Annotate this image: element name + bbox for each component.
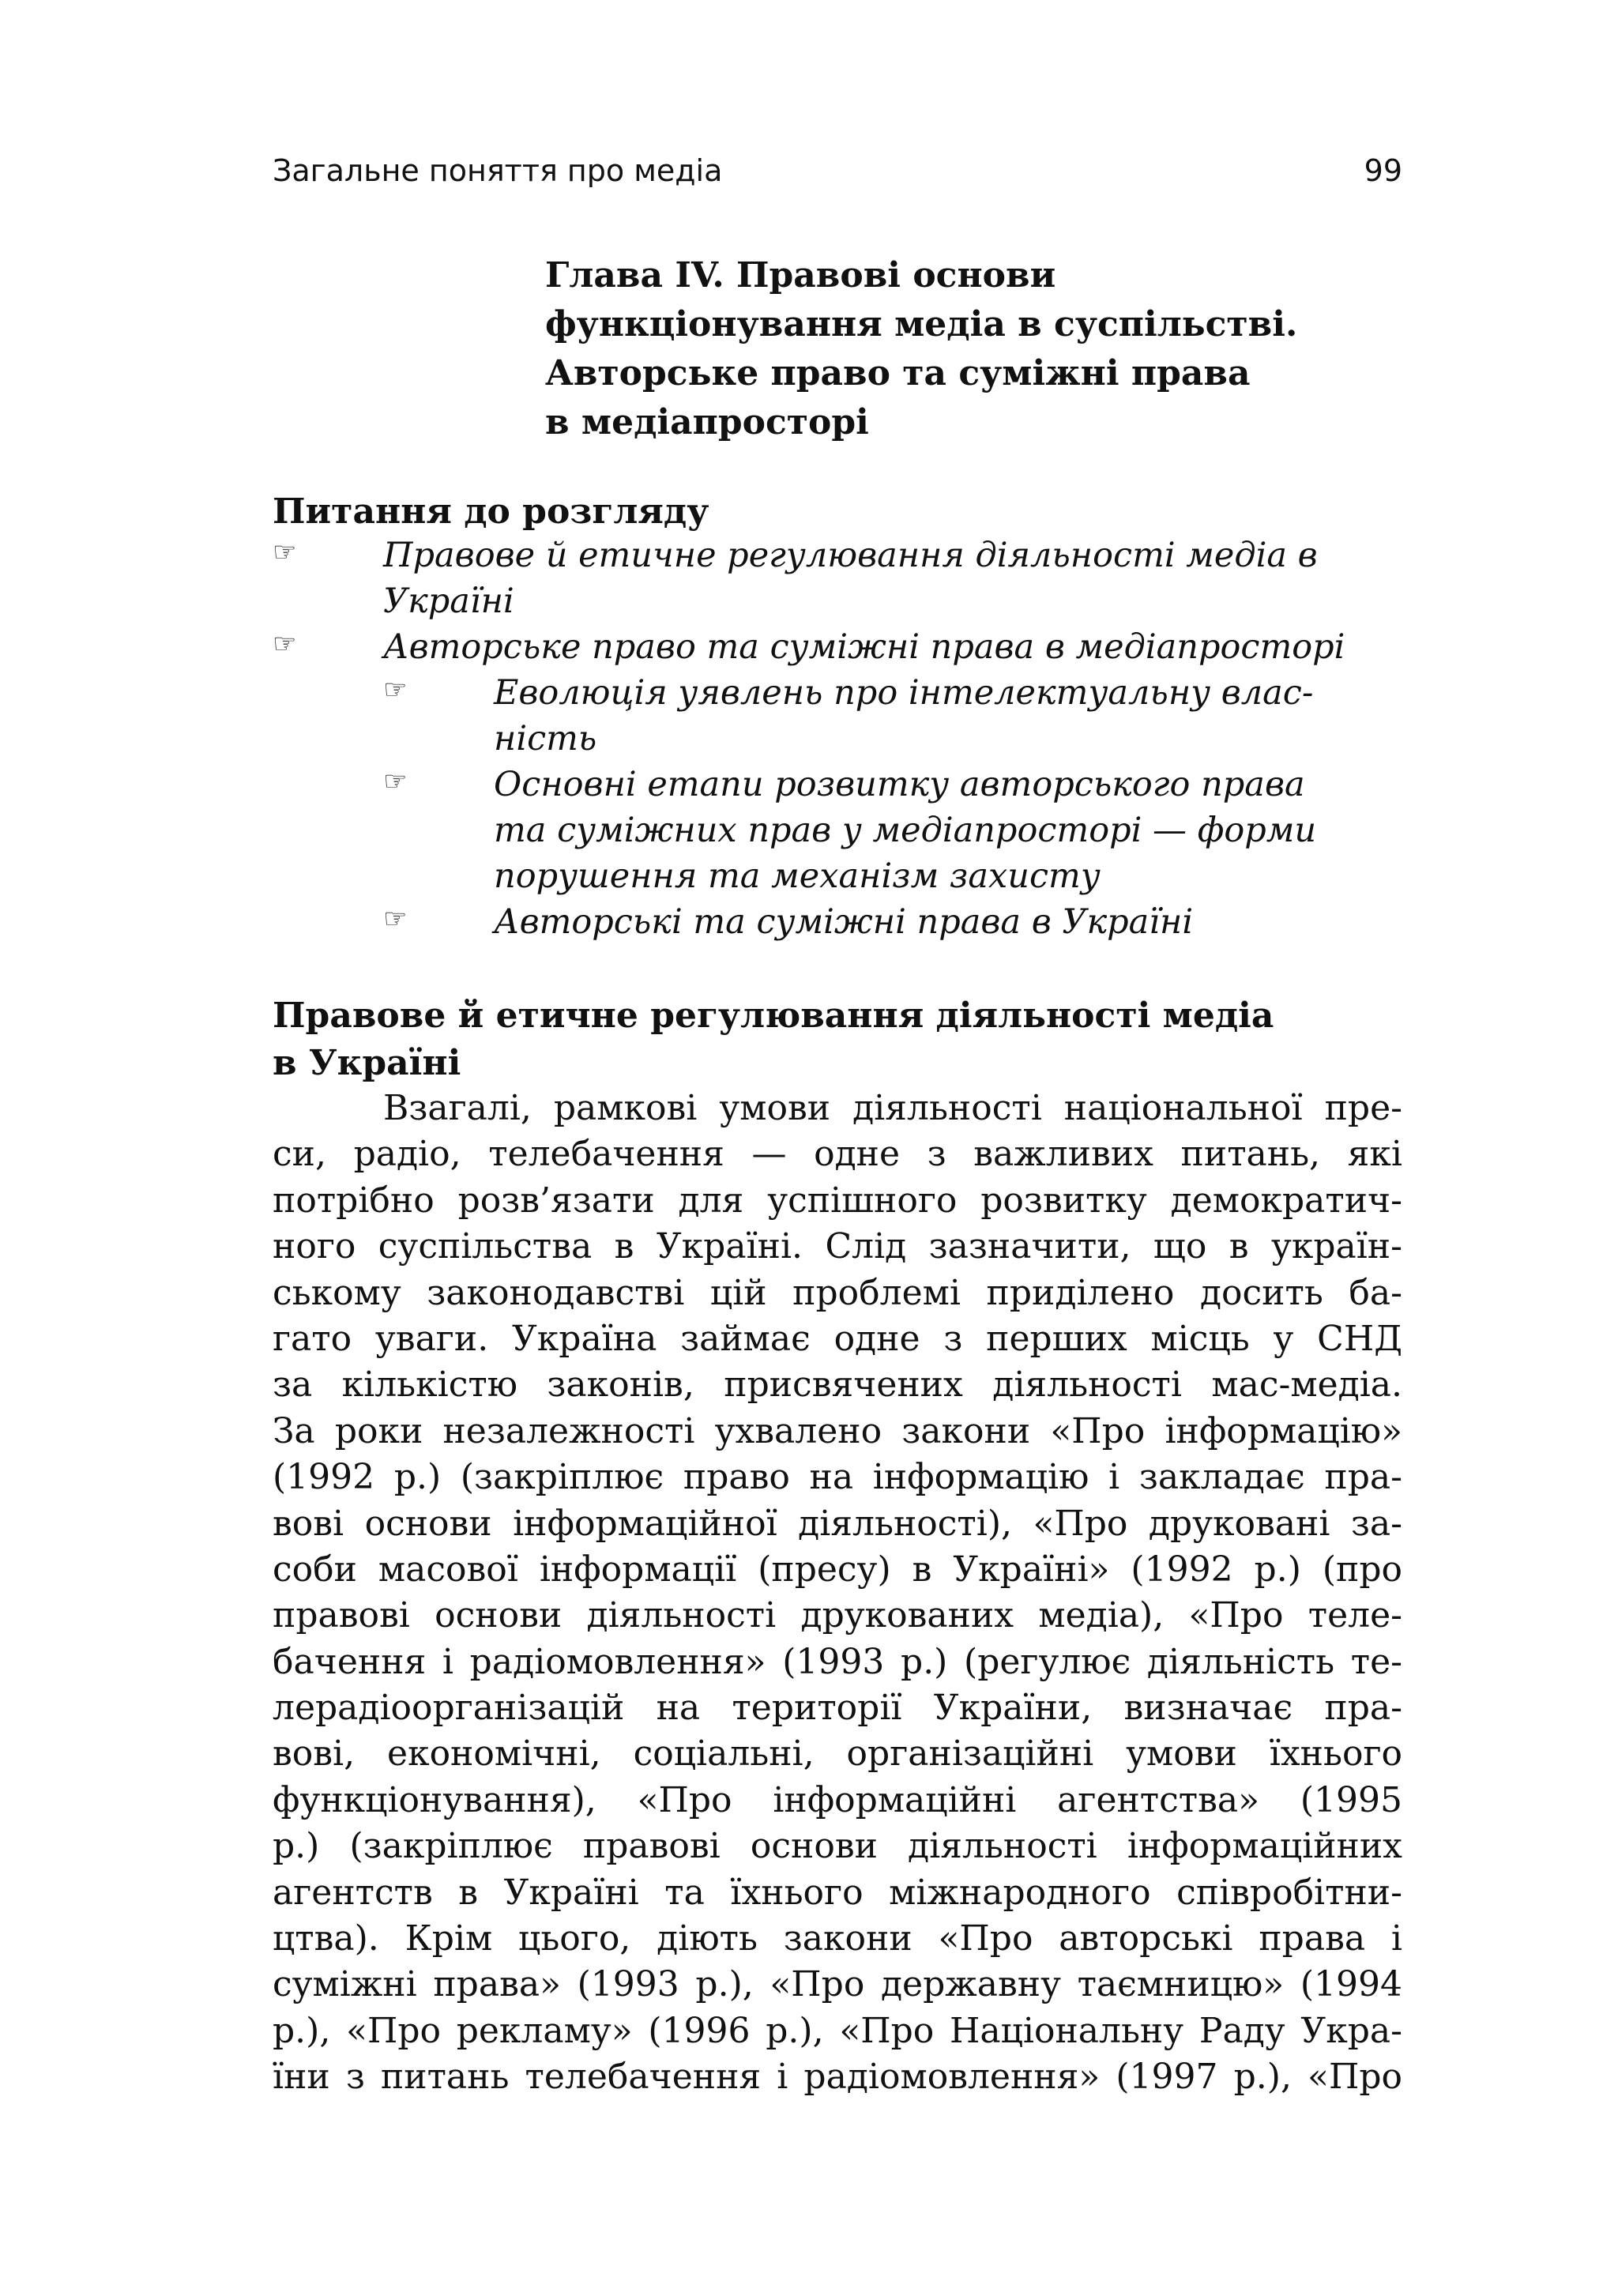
chapter-title — [545, 251, 1402, 447]
paragraph-line: потрібно розв’язати для успішного розвитку демократич- — [273, 1180, 1402, 1221]
chapter-title-line: в медіапросторі — [545, 402, 869, 442]
question-text-line: ність — [494, 719, 597, 758]
pointing-hand-icon: ☞ — [383, 766, 408, 797]
question-text-line: Еволюція уявлень про інтелектуальну влас- — [494, 673, 1314, 713]
paragraph-line: вові, економічні, соціальні, організаційні умови їхнього — [273, 1733, 1402, 1775]
paragraph-line: цтва). Крім цього, діють закони «Про авторські права і — [273, 1918, 1402, 1959]
paragraph-line: р.) (закріплює правові основи діяльності інформаційних — [273, 1826, 1402, 1867]
section-heading-line: в Україні — [273, 1043, 461, 1083]
questions-list — [273, 533, 1402, 945]
pointing-hand-icon: ☞ — [383, 903, 408, 935]
question-text-line: та суміжних прав у медіапросторі — форми — [494, 811, 1317, 850]
paragraph-line: правові основи діяльності друкованих медіа), «Про теле- — [273, 1595, 1402, 1636]
pointing-hand-icon: ☞ — [273, 536, 297, 568]
question-subitem — [273, 762, 1402, 899]
section-heading-line: Правове й етичне регулювання діяльності медіа — [273, 996, 1274, 1036]
chapter-title-line: Авторське право та суміжні права — [545, 353, 1251, 393]
paragraph-line: за кількістю законів, присвячених діяльності мас-медіа. — [273, 1364, 1402, 1406]
page-number: 99 — [1364, 153, 1402, 188]
question-subitem — [273, 670, 1402, 762]
paragraph-line: функціонування), «Про інформаційні агентства» (1995 — [273, 1779, 1402, 1820]
question-text-line: Правове й етичне регулювання діяльності медіа в — [383, 536, 1318, 575]
paragraph-line: (1992 р.) (закріплює право на інформацію і закладає пра- — [273, 1457, 1402, 1498]
body-paragraph — [273, 1086, 1402, 2101]
section-heading — [273, 992, 1402, 1087]
paragraph-line: За роки незалежності ухвалено закони «Про інформацію» — [273, 1410, 1402, 1451]
paragraph-line: Взагалі, рамкові умови діяльності національної пре- — [383, 1088, 1402, 1128]
paragraph-line: їни з питань телебачення і радіомовлення» (1997 р.), «Про — [273, 2057, 1402, 2098]
paragraph-line: бачення і радіомовлення» (1993 р.) (регулює діяльність те- — [273, 1641, 1402, 1682]
pointing-hand-icon: ☞ — [273, 628, 297, 660]
chapter-title-line: Глава IV. Правові основи — [545, 255, 1056, 295]
paragraph-line: гато уваги. Україна займає одне з перших місць у СНД — [273, 1318, 1402, 1359]
chapter-title-line: функціонування медіа в суспільстві. — [545, 304, 1298, 344]
paragraph-line: агентств в Україні та їхнього міжнародного співробітни- — [273, 1872, 1402, 1913]
question-text-line: порушення та механізм захисту — [494, 856, 1101, 896]
question-text-line: Авторське право та суміжні права в медіапросторі — [383, 627, 1345, 667]
paragraph-line: си, радіо, телебачення — одне з важливих питань, які — [273, 1134, 1402, 1175]
paragraph-line: суміжні права» (1993 р.), «Про державну таємницю» (1994 — [273, 1964, 1402, 2005]
pointing-hand-icon: ☞ — [383, 674, 408, 706]
question-text-line: Україні — [383, 582, 514, 621]
question-item — [273, 624, 1402, 670]
paragraph-line: ного суспільства в Україні. Слід зазначити, що в україн- — [273, 1226, 1402, 1267]
paragraph-line: соби масової інформації (пресу) в Україні» (1992 р.) (про — [273, 1549, 1402, 1590]
book-page — [273, 0, 1402, 2296]
paragraph-line: вові основи інформаційної діяльності), «Про друковані за- — [273, 1503, 1402, 1544]
questions-heading: Питання до розгляду — [273, 491, 709, 532]
running-head — [273, 147, 1402, 194]
question-subitem — [273, 899, 1402, 945]
paragraph-line: лерадіоорганізацій на території України, визначає пра- — [273, 1688, 1402, 1729]
paragraph-line: ському законодавстві цій проблемі приділено досить ба- — [273, 1272, 1402, 1313]
question-text-line: Авторські та суміжні права в Україні — [494, 902, 1194, 942]
paragraph-line: р.), «Про рекламу» (1996 р.), «Про Національну Раду Укра- — [273, 2010, 1402, 2051]
question-item — [273, 533, 1402, 624]
running-head-title: Загальне поняття про медіа — [273, 153, 723, 188]
question-text-line: Основні етапи розвитку авторського права — [494, 765, 1305, 804]
